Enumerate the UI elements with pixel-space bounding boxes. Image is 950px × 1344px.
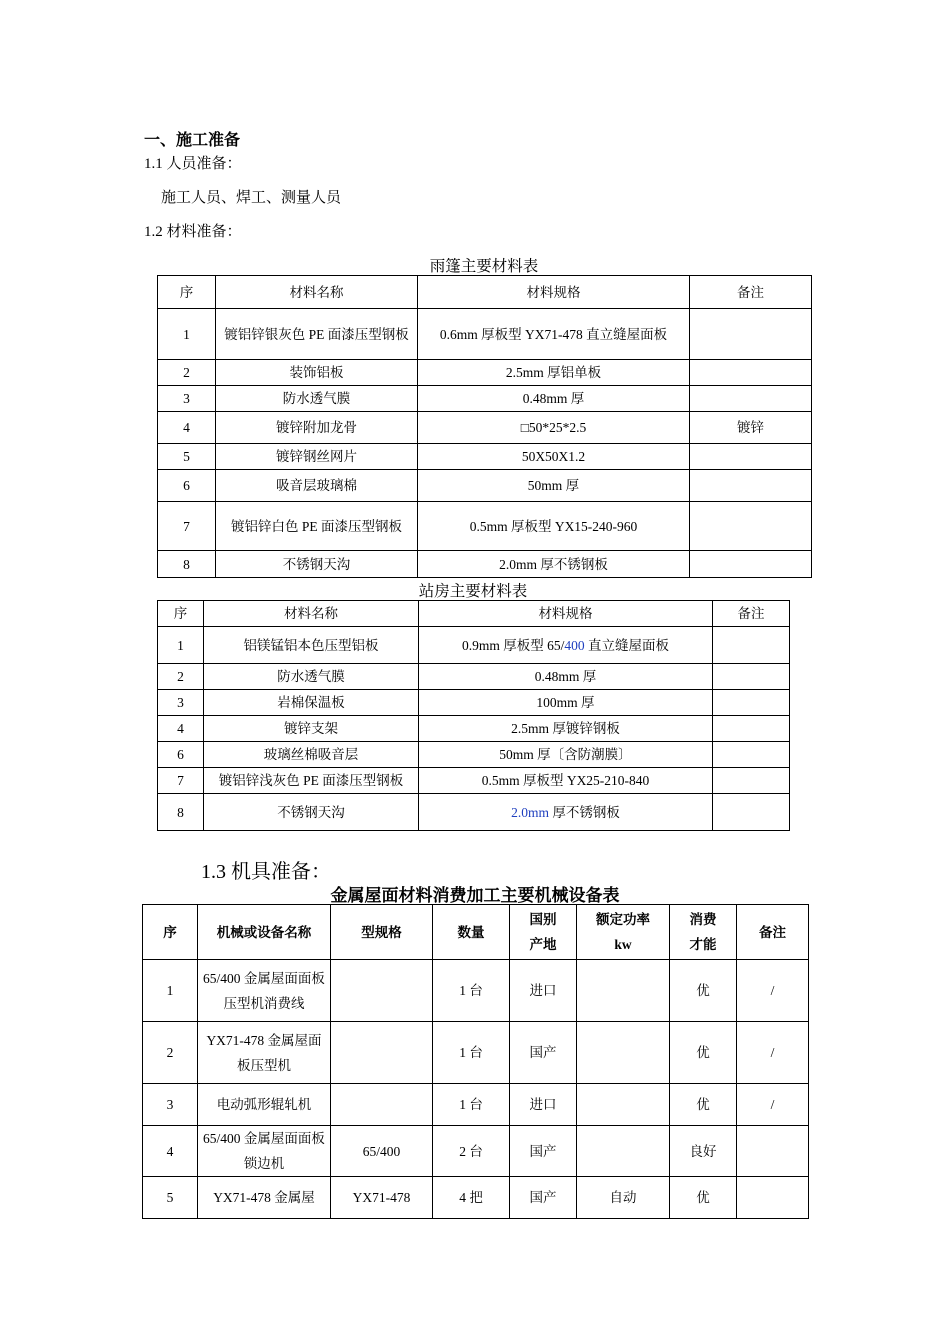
table2-cell: 防水透气膜	[204, 664, 419, 690]
table-row	[158, 664, 790, 690]
table2-header-3: 备注	[713, 601, 790, 627]
table2-cell: 岩棉保温板	[204, 690, 419, 716]
table-row	[158, 444, 812, 470]
table1-cell: 镀锌	[690, 412, 812, 444]
table3-cell: 进口	[510, 1084, 577, 1126]
table-row	[158, 412, 812, 444]
table3-header-0: 序	[143, 905, 198, 960]
table2-cell-part: 0.9mm 厚板型 65/	[461, 637, 565, 653]
table1-cell: 1	[158, 309, 216, 360]
table-row	[158, 690, 790, 716]
table2-cell	[713, 742, 790, 768]
table2-caption: 站房主要材料表	[418, 583, 528, 600]
table3-cell: 优	[670, 1022, 737, 1084]
table1-caption: 雨篷主要材料表	[429, 258, 539, 275]
table3-cell: 3	[143, 1084, 198, 1126]
table-row	[158, 386, 812, 412]
table1-cell: 7	[158, 502, 216, 551]
table3-header-3: 数量	[433, 905, 510, 960]
table2-cell: 镀铝锌浅灰色 PE 面漆压型钢板	[204, 768, 419, 794]
table1-cell: 镀锌钢丝网片	[216, 444, 418, 470]
table2-cell: 6	[158, 742, 204, 768]
table-row	[143, 1177, 809, 1219]
table2-cell	[419, 627, 713, 664]
table2-cell	[713, 716, 790, 742]
table1-cell: 装饰铝板	[216, 360, 418, 386]
table3-cell: YX71-478	[331, 1177, 433, 1219]
table3-cell: YX71-478 金属屋面板压型机	[198, 1022, 331, 1084]
table3-cell: 2 台	[433, 1126, 510, 1177]
table3-header-1: 机械或设备名称	[198, 905, 331, 960]
table2-cell: 0.5mm 厚板型 YX25-210-840	[419, 768, 713, 794]
table1-cell	[690, 309, 812, 360]
table3-cell: 1 台	[433, 1084, 510, 1126]
table2-cell	[419, 794, 713, 831]
section-title: 一、施工准备	[144, 132, 241, 149]
table1-header-0: 序	[158, 276, 216, 309]
table3-header-7: 备注	[737, 905, 809, 960]
table2-cell: 镀锌支架	[204, 716, 419, 742]
table1-cell	[690, 470, 812, 502]
table1-cell: 2.0mm 厚不锈钢板	[418, 551, 690, 578]
table2-cell-part: 2.0mm	[511, 804, 549, 820]
table2-cell	[713, 768, 790, 794]
table2-cell: 3	[158, 690, 204, 716]
table3-cell: 优	[670, 1177, 737, 1219]
table3-cell: 65/400	[331, 1126, 433, 1177]
subsection-1-1: 1.1 人员准备：	[144, 156, 242, 172]
station-material-table	[157, 600, 790, 831]
table1-cell	[690, 502, 812, 551]
table1-cell: 6	[158, 470, 216, 502]
table2-cell: 0.48mm 厚	[419, 664, 713, 690]
table1-cell: 镀锌附加龙骨	[216, 412, 418, 444]
subsection-1-2: 1.2 材料准备：	[144, 224, 242, 240]
table-row	[158, 360, 812, 386]
table3-header-5: 额定功率 kw	[577, 905, 670, 960]
table2-cell: 8	[158, 794, 204, 831]
table1-cell: 2	[158, 360, 216, 386]
table3-cell: 国产	[510, 1022, 577, 1084]
table1-cell	[690, 386, 812, 412]
table-row	[158, 309, 812, 360]
personnel-text: 施工人员、焊工、测量人员	[161, 190, 342, 206]
table1-cell: 50mm 厚	[418, 470, 690, 502]
table-row	[158, 470, 812, 502]
table3-header-4: 国别 产地	[510, 905, 577, 960]
table1-cell: 0.48mm 厚	[418, 386, 690, 412]
table2-cell: 100mm 厚	[419, 690, 713, 716]
table2-cell	[713, 664, 790, 690]
table1-header-1: 材料名称	[216, 276, 418, 309]
table1-cell	[690, 360, 812, 386]
table3-caption: 金属屋面材料消费加工主要机械设备表	[330, 886, 620, 905]
table-row	[158, 627, 790, 664]
table3-cell: /	[737, 960, 809, 1022]
table3-cell: 进口	[510, 960, 577, 1022]
table3-cell: YX71-478 金属屋	[198, 1177, 331, 1219]
table2-cell: 4	[158, 716, 204, 742]
table2-header-2: 材料规格	[419, 601, 713, 627]
table3-cell: 自动	[577, 1177, 670, 1219]
table3-cell: 1	[143, 960, 198, 1022]
table3-cell: 4 把	[433, 1177, 510, 1219]
table-row	[158, 768, 790, 794]
table3-cell: 2	[143, 1022, 198, 1084]
table-row	[158, 794, 790, 831]
table1-cell: 50X50X1.2	[418, 444, 690, 470]
table3-cell	[577, 1022, 670, 1084]
table1-cell: □50*25*2.5	[418, 412, 690, 444]
table2-header-1: 材料名称	[204, 601, 419, 627]
table3-cell: 65/400 金属屋面面板压型机消费线	[198, 960, 331, 1022]
table3-cell	[577, 960, 670, 1022]
subsection-1-3: 1.3 机具准备：	[201, 861, 331, 883]
machinery-table	[142, 904, 809, 1219]
table-row	[143, 960, 809, 1022]
table2-header-0: 序	[158, 601, 204, 627]
table2-cell: 不锈钢天沟	[204, 794, 419, 831]
table2-cell: 7	[158, 768, 204, 794]
table3-cell	[331, 1084, 433, 1126]
table2-cell: 1	[158, 627, 204, 664]
table1-cell: 镀铝锌银灰色 PE 面漆压型钢板	[216, 309, 418, 360]
table1-cell: 8	[158, 551, 216, 578]
table1-cell: 吸音层玻璃棉	[216, 470, 418, 502]
table-row	[158, 742, 790, 768]
table3-cell	[331, 1022, 433, 1084]
canopy-material-table	[157, 275, 812, 578]
table1-cell	[690, 444, 812, 470]
table3-cell: 良好	[670, 1126, 737, 1177]
table1-cell: 防水透气膜	[216, 386, 418, 412]
table2-cell-part: 厚不锈钢板	[549, 804, 620, 820]
table1-cell: 4	[158, 412, 216, 444]
table3-cell	[737, 1177, 809, 1219]
table3-cell: /	[737, 1022, 809, 1084]
table1-cell: 2.5mm 厚铝单板	[418, 360, 690, 386]
table2-cell: 2.5mm 厚镀锌钢板	[419, 716, 713, 742]
table3-header-2: 型规格	[331, 905, 433, 960]
table2-cell-part: 直立缝屋面板	[584, 637, 669, 653]
table2-cell: 50mm 厚〔含防潮膜〕	[419, 742, 713, 768]
table2-cell	[713, 794, 790, 831]
table2-cell	[713, 627, 790, 664]
table3-cell	[331, 960, 433, 1022]
table3-cell: 国产	[510, 1126, 577, 1177]
table-row	[143, 1084, 809, 1126]
table1-cell: 镀铝锌白色 PE 面漆压型钢板	[216, 502, 418, 551]
table1-cell: 0.5mm 厚板型 YX15-240-960	[418, 502, 690, 551]
table2-cell: 玻璃丝棉吸音层	[204, 742, 419, 768]
table2-cell-part: 400	[564, 637, 585, 653]
table-row	[158, 551, 812, 578]
table3-cell: 1 台	[433, 960, 510, 1022]
table-row	[143, 1126, 809, 1177]
table-row	[158, 502, 812, 551]
table1-header-2: 材料规格	[418, 276, 690, 309]
table3-cell: 5	[143, 1177, 198, 1219]
table-row	[158, 716, 790, 742]
table1-cell: 3	[158, 386, 216, 412]
table3-cell	[577, 1084, 670, 1126]
table3-cell: 国产	[510, 1177, 577, 1219]
table3-cell: 电动弧形辊轧机	[198, 1084, 331, 1126]
table2-cell: 铝镁锰铝本色压型铝板	[204, 627, 419, 664]
table3-cell: 1 台	[433, 1022, 510, 1084]
table1-cell: 5	[158, 444, 216, 470]
table1-cell: 不锈钢天沟	[216, 551, 418, 578]
table2-cell	[713, 690, 790, 716]
table3-cell	[577, 1126, 670, 1177]
table3-cell: 优	[670, 960, 737, 1022]
table-row	[143, 1022, 809, 1084]
table3-cell	[737, 1126, 809, 1177]
table1-header-3: 备注	[690, 276, 812, 309]
table2-cell: 2	[158, 664, 204, 690]
table1-cell: 0.6mm 厚板型 YX71-478 直立缝屋面板	[418, 309, 690, 360]
table3-cell: 4	[143, 1126, 198, 1177]
table3-header-6: 消费 才能	[670, 905, 737, 960]
table3-cell: 优	[670, 1084, 737, 1126]
table3-cell: /	[737, 1084, 809, 1126]
table3-cell: 65/400 金属屋面面板锁边机	[198, 1126, 331, 1177]
table1-cell	[690, 551, 812, 578]
